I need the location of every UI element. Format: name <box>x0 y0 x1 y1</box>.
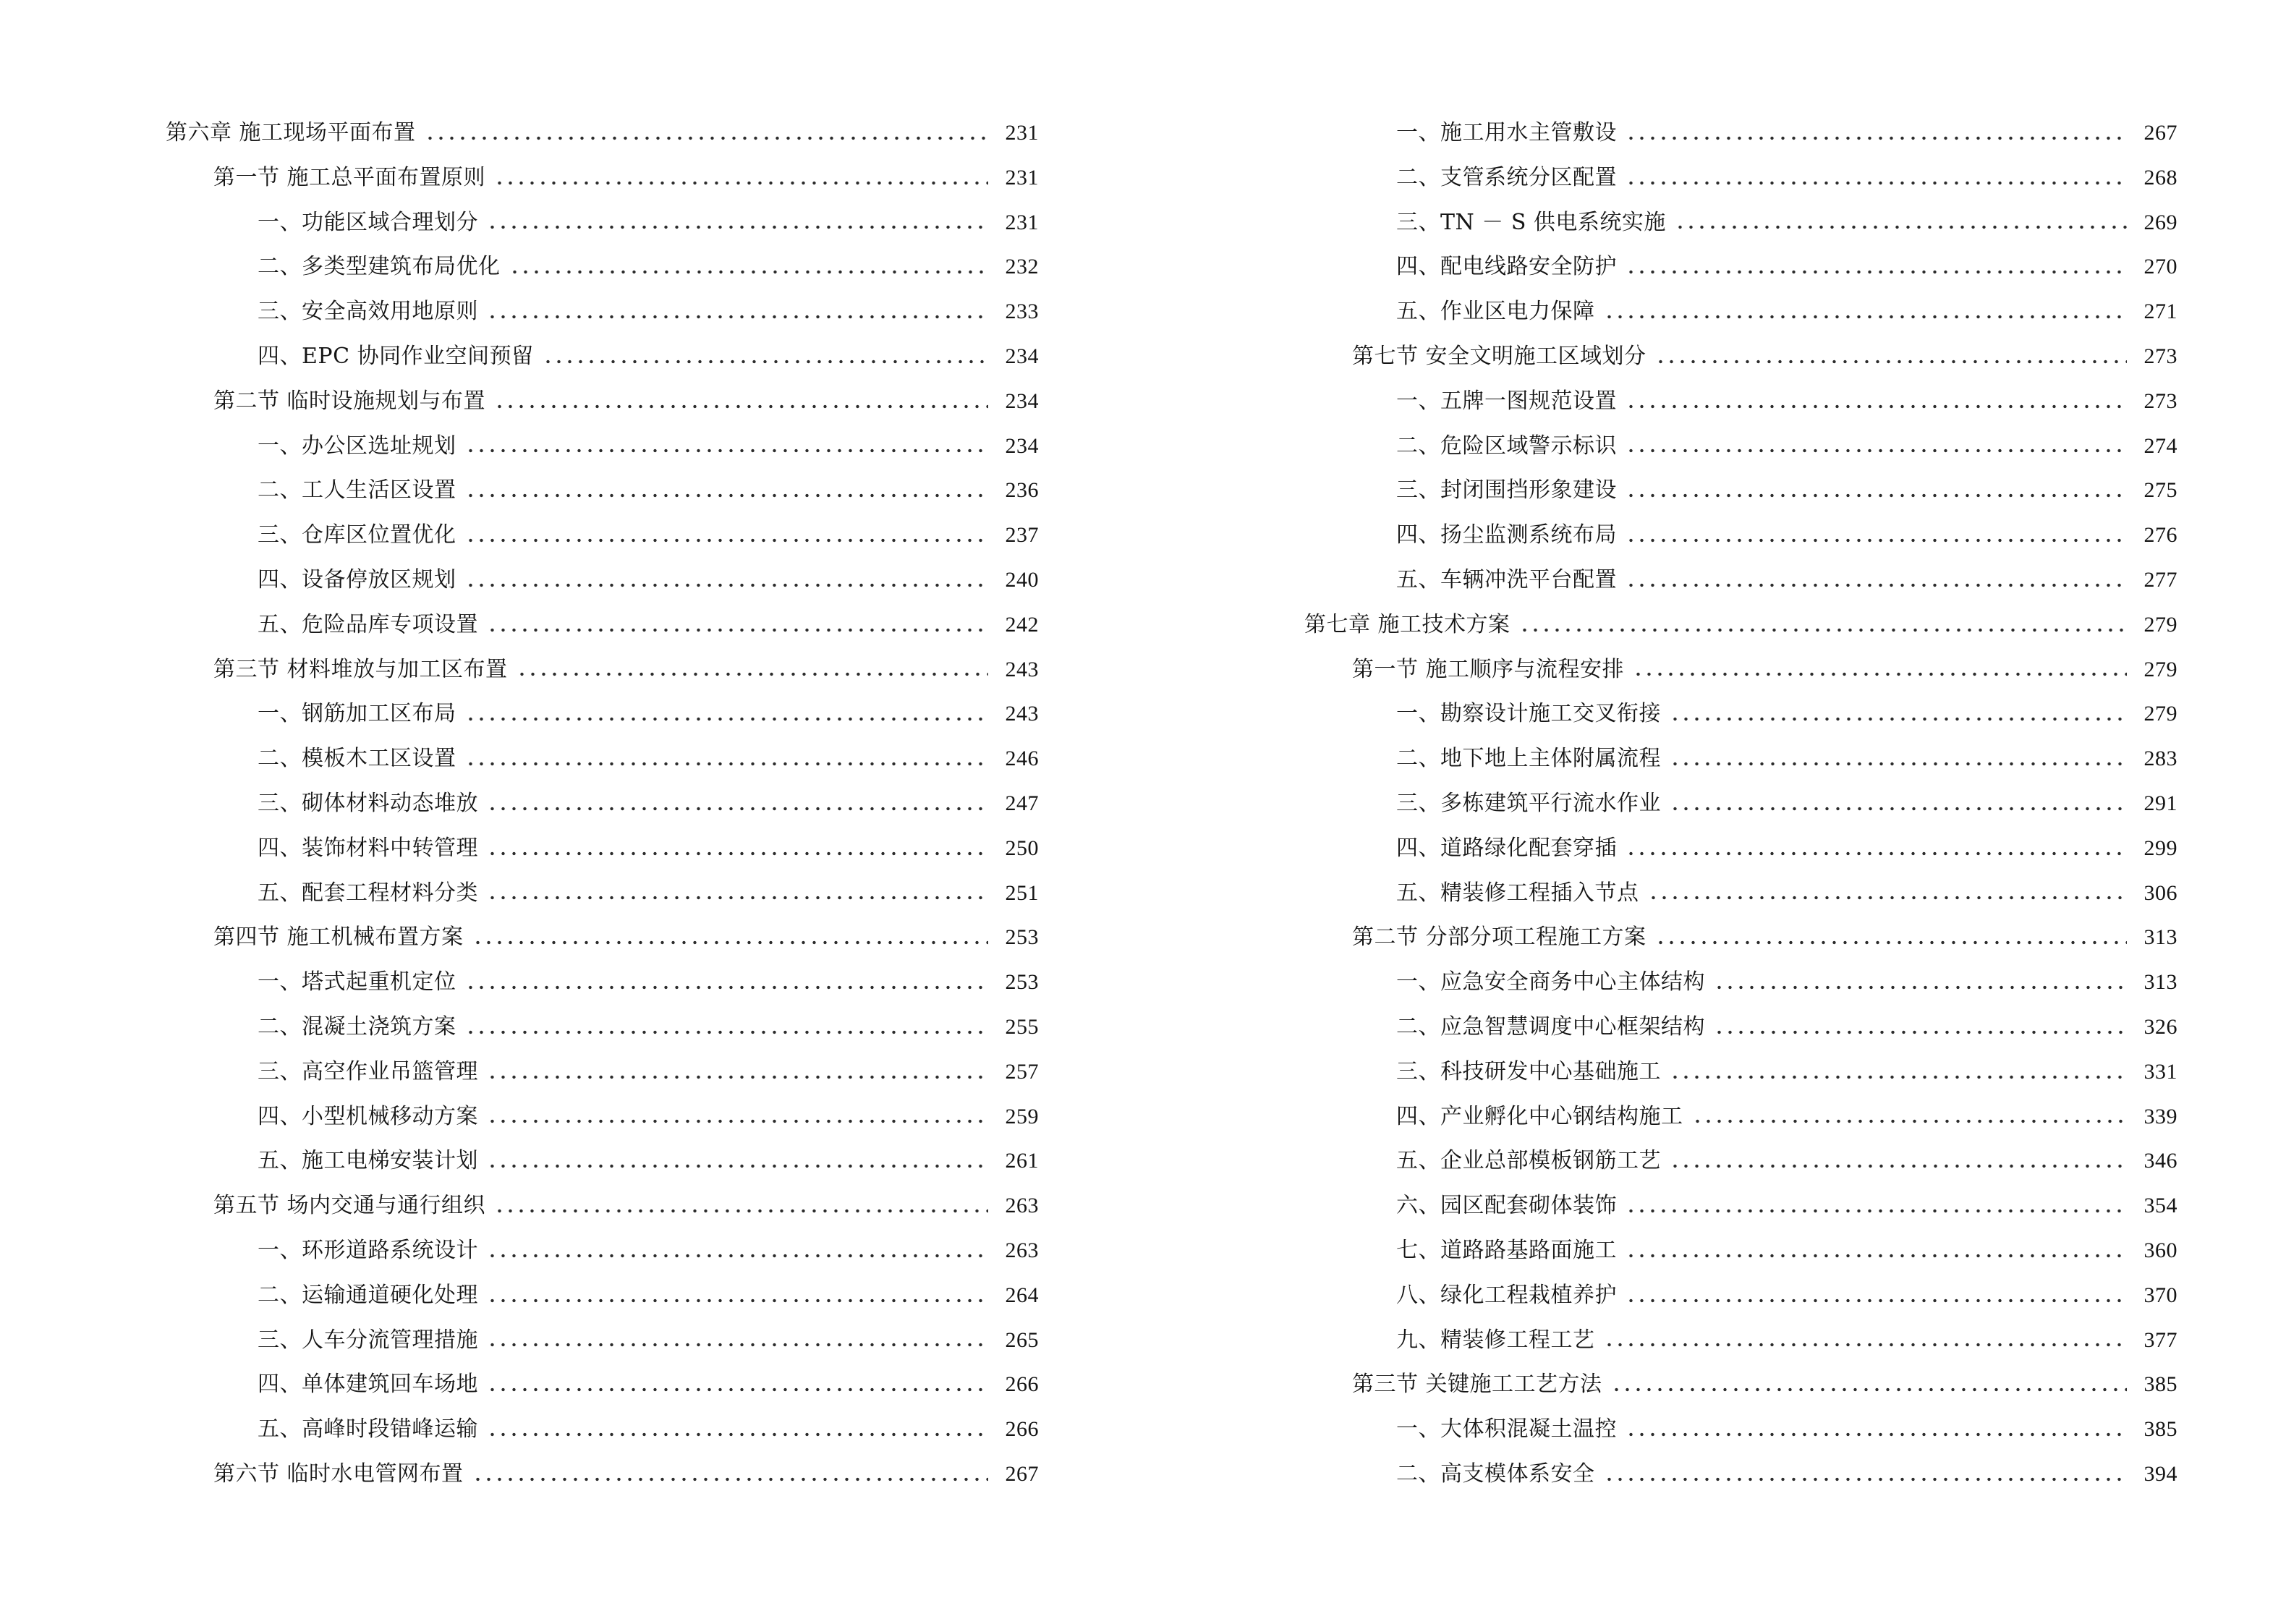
toc-item-title: 四、设备停放区规划 <box>258 566 456 592</box>
toc-item-entry <box>1304 1050 2177 1094</box>
dot-leader <box>1604 315 2127 319</box>
page-number: 313 <box>2143 970 2177 995</box>
page-number: 279 <box>2143 657 2177 681</box>
toc-item-entry <box>1304 1228 2177 1273</box>
dot-leader <box>1670 807 2127 811</box>
toc-item-entry <box>1304 289 2177 334</box>
dot-leader <box>1604 1477 2127 1481</box>
toc-item-entry <box>166 603 1039 647</box>
toc-section-title: 第四节 施工机械布置方案 <box>213 924 464 951</box>
dot-leader <box>1714 1030 2127 1034</box>
toc-item-title: 四、小型机械移动方案 <box>258 1103 478 1129</box>
toc-item-title: 一、五牌一图规范设置 <box>1396 388 1617 414</box>
toc-item-title: 三、安全高效用地原则 <box>258 299 478 325</box>
toc-item-entry <box>166 468 1039 513</box>
toc-item-title: 一、塔式起重机定位 <box>258 969 456 995</box>
page-number: 274 <box>2143 433 2177 458</box>
toc-section-entry <box>1304 334 2177 379</box>
dot-leader <box>465 448 988 453</box>
toc-item-title: 二、应急智慧调度中心框架结构 <box>1396 1013 1705 1040</box>
page-number: 263 <box>1005 1194 1039 1218</box>
dot-leader <box>1626 1254 2127 1258</box>
toc-item-entry <box>1304 156 2177 200</box>
toc-item-entry <box>1304 826 2177 871</box>
toc-section-title: 第三节 关键施工工艺方法 <box>1352 1372 1602 1398</box>
toc-item-title: 四、单体建筑回车场地 <box>258 1372 478 1398</box>
page-number: 253 <box>1005 925 1039 950</box>
toc-section-entry <box>1304 1362 2177 1407</box>
toc-item-entry <box>1304 111 2177 156</box>
dot-leader <box>1626 1298 2127 1303</box>
dot-leader <box>509 270 988 274</box>
page-number: 259 <box>1005 1104 1039 1128</box>
page-number: 377 <box>2143 1327 2177 1352</box>
toc-section-entry <box>1304 915 2177 960</box>
toc-item-title: 四、扬尘监测系统布局 <box>1396 522 1617 548</box>
toc-item-title: 一、环形道路系统设计 <box>258 1237 478 1263</box>
page-number: 263 <box>1005 1238 1039 1262</box>
toc-item-title: 三、TN － S 供电系统实施 <box>1396 209 1666 235</box>
dot-leader <box>465 762 988 766</box>
toc-item-entry <box>1304 781 2177 826</box>
page-number: 240 <box>1005 567 1039 592</box>
toc-item-title: 四、EPC 协同作业空间预留 <box>258 343 534 369</box>
toc-item-title: 三、砌体材料动态堆放 <box>258 790 478 816</box>
toc-item-title: 二、运输通道硬化处理 <box>258 1282 478 1308</box>
toc-item-entry <box>166 1050 1039 1094</box>
page-number: 243 <box>1005 702 1039 726</box>
toc-item-title: 五、施工电梯安装计划 <box>258 1148 478 1174</box>
toc-item-title: 三、高空作业吊篮管理 <box>258 1058 478 1084</box>
page-number: 276 <box>2143 523 2177 548</box>
page-number: 360 <box>2143 1238 2177 1262</box>
dot-leader <box>1655 360 2127 364</box>
dot-leader <box>1626 493 2127 498</box>
dot-leader <box>487 807 988 811</box>
dot-leader <box>494 404 987 409</box>
toc-item-entry <box>166 334 1039 379</box>
dot-leader <box>487 225 988 229</box>
dot-leader <box>1670 1075 2127 1079</box>
page-number: 385 <box>2143 1372 2177 1397</box>
toc-item-entry <box>1304 200 2177 245</box>
page-number: 236 <box>1005 478 1039 503</box>
toc-left-page <box>166 111 1039 1497</box>
dot-leader <box>1626 1209 2127 1213</box>
toc-item-entry <box>1304 424 2177 469</box>
dot-leader <box>517 672 988 676</box>
toc-item-title: 五、精装修工程插入节点 <box>1396 880 1639 906</box>
toc-item-title: 一、施工用水主管敷设 <box>1396 120 1617 145</box>
dot-leader <box>487 315 988 319</box>
toc-item-title: 五、企业总部模板钢筋工艺 <box>1396 1148 1661 1174</box>
toc-chapter-title: 第六章 施工现场平面布置 <box>166 120 416 145</box>
toc-item-title: 四、产业孵化中心钢结构施工 <box>1396 1103 1683 1129</box>
page-number: 242 <box>1005 612 1039 637</box>
toc-section-entry <box>166 156 1039 200</box>
toc-chapter-entry <box>1304 603 2177 647</box>
dot-leader <box>1626 270 2127 274</box>
toc-item-title: 五、车辆冲洗平台配置 <box>1396 566 1617 592</box>
dot-leader <box>543 360 988 364</box>
toc-section-title: 第二节 临时设施规划与布置 <box>213 388 486 414</box>
dot-leader <box>465 493 988 498</box>
page-number: 243 <box>1005 657 1039 681</box>
toc-item-entry <box>166 826 1039 871</box>
page-number: 273 <box>2143 344 2177 368</box>
dot-leader <box>1626 1432 2127 1437</box>
page-number: 266 <box>1005 1372 1039 1397</box>
page-number: 385 <box>2143 1417 2177 1442</box>
page-number: 270 <box>2143 255 2177 279</box>
toc-item-entry <box>1304 1183 2177 1228</box>
toc-item-title: 三、仓库区位置优化 <box>258 522 456 548</box>
toc-item-entry <box>1304 871 2177 916</box>
toc-section-title: 第二节 分部分项工程施工方案 <box>1352 924 1646 951</box>
page-number: 346 <box>2143 1149 2177 1173</box>
page-number: 231 <box>1005 210 1039 234</box>
toc-item-title: 一、应急安全商务中心主体结构 <box>1396 969 1705 995</box>
toc-item-entry <box>166 1005 1039 1050</box>
dot-leader <box>465 985 988 990</box>
dot-leader <box>1714 985 2127 990</box>
toc-section-title: 第一节 施工总平面布置原则 <box>213 164 486 190</box>
page-number: 273 <box>2143 388 2177 413</box>
toc-item-entry <box>166 736 1039 781</box>
dot-leader <box>425 136 988 140</box>
toc-section-entry <box>166 915 1039 960</box>
toc-item-title: 三、人车分流管理措施 <box>258 1327 478 1353</box>
toc-item-title: 六、园区配套砌体装饰 <box>1396 1193 1617 1219</box>
toc-item-entry <box>1304 692 2177 736</box>
dot-leader <box>1519 628 2127 632</box>
dot-leader <box>472 1477 988 1481</box>
dot-leader <box>487 1254 988 1258</box>
toc-section-title: 第五节 场内交通与通行组织 <box>213 1193 486 1219</box>
toc-item-entry <box>166 1362 1039 1407</box>
page-number: 299 <box>2143 836 2177 860</box>
dot-leader <box>487 1387 988 1392</box>
toc-item-title: 五、作业区电力保障 <box>1396 299 1595 325</box>
toc-right-page <box>1304 111 2177 1497</box>
page-number: 234 <box>1005 433 1039 458</box>
toc-chapter-title: 第七章 施工技术方案 <box>1304 611 1510 637</box>
toc-item-title: 二、工人生活区设置 <box>258 477 456 503</box>
toc-item-title: 一、办公区选址规划 <box>258 433 456 459</box>
toc-item-entry <box>166 245 1039 289</box>
page-number: 261 <box>1005 1149 1039 1173</box>
toc-item-entry <box>1304 1407 2177 1452</box>
toc-item-entry <box>1304 1005 2177 1050</box>
page-number: 269 <box>2143 210 2177 234</box>
page-number: 251 <box>1005 880 1039 905</box>
toc-item-entry <box>1304 1452 2177 1497</box>
page-number: 246 <box>1005 747 1039 771</box>
page-number: 306 <box>2143 880 2177 905</box>
toc-item-title: 二、模板木工区设置 <box>258 746 456 772</box>
dot-leader <box>1670 762 2127 766</box>
dot-leader <box>465 583 988 587</box>
toc-item-entry <box>166 1228 1039 1273</box>
dot-leader <box>1611 1387 2127 1392</box>
dot-leader <box>1604 1343 2127 1347</box>
toc-item-entry <box>1304 1094 2177 1139</box>
page-number: 253 <box>1005 970 1039 995</box>
toc-section-title: 第七节 安全文明施工区域划分 <box>1352 343 1646 369</box>
dot-leader <box>1670 1164 2127 1168</box>
toc-item-title: 一、大体积混凝土温控 <box>1396 1416 1617 1442</box>
page-number: 255 <box>1005 1014 1039 1039</box>
toc-item-entry <box>1304 1273 2177 1318</box>
dot-leader <box>494 181 987 185</box>
dot-leader <box>1633 672 2126 676</box>
toc-section-entry <box>166 1452 1039 1497</box>
toc-section-title: 第一节 施工顺序与流程安排 <box>1352 656 1625 682</box>
toc-item-entry <box>166 558 1039 603</box>
toc-item-entry <box>1304 558 2177 603</box>
page-number: 237 <box>1005 523 1039 548</box>
toc-item-title: 三、封闭围挡形象建设 <box>1396 477 1617 503</box>
toc-item-entry <box>166 1318 1039 1363</box>
dot-leader <box>1626 404 2127 409</box>
toc-item-title: 一、功能区域合理划分 <box>258 209 478 235</box>
page-number: 267 <box>1005 1461 1039 1486</box>
toc-item-entry <box>1304 468 2177 513</box>
dot-leader <box>1692 1119 2127 1123</box>
page-number: 265 <box>1005 1327 1039 1352</box>
page-number: 283 <box>2143 747 2177 771</box>
dot-leader <box>1675 225 2127 229</box>
dot-leader <box>1626 448 2127 453</box>
toc-item-entry <box>166 871 1039 916</box>
dot-leader <box>472 940 988 945</box>
page-number: 233 <box>1005 299 1039 324</box>
page-number: 266 <box>1005 1417 1039 1442</box>
page-number: 268 <box>2143 165 2177 190</box>
page-number: 250 <box>1005 836 1039 860</box>
page-number: 231 <box>1005 165 1039 190</box>
toc-section-entry <box>1304 647 2177 692</box>
toc-item-title: 八、绿化工程栽植养护 <box>1396 1282 1617 1308</box>
toc-item-title: 五、配套工程材料分类 <box>258 880 478 906</box>
toc-item-title: 二、地下地上主体附属流程 <box>1396 746 1661 772</box>
toc-item-entry <box>166 1407 1039 1452</box>
toc-item-title: 二、混凝土浇筑方案 <box>258 1013 456 1040</box>
toc-item-title: 二、支管系统分区配置 <box>1396 164 1617 190</box>
page-number: 331 <box>2143 1059 2177 1084</box>
toc-item-title: 四、装饰材料中转管理 <box>258 835 478 861</box>
dot-leader <box>1655 940 2127 945</box>
toc-item-title: 九、精装修工程工艺 <box>1396 1327 1595 1353</box>
dot-leader <box>494 1209 987 1213</box>
toc-item-entry <box>166 424 1039 469</box>
page-number: 279 <box>2143 612 2177 637</box>
toc-section-entry <box>166 1183 1039 1228</box>
toc-item-title: 四、道路绿化配套穿插 <box>1396 835 1617 861</box>
page-number: 326 <box>2143 1014 2177 1039</box>
toc-item-title: 一、勘察设计施工交叉衔接 <box>1396 701 1661 727</box>
page-number: 339 <box>2143 1104 2177 1128</box>
page-number: 232 <box>1005 255 1039 279</box>
page-number: 394 <box>2143 1461 2177 1486</box>
toc-item-entry <box>166 692 1039 736</box>
page-number: 267 <box>2143 121 2177 145</box>
page-number: 257 <box>1005 1059 1039 1084</box>
toc-item-title: 五、危险品库专项设置 <box>258 611 478 637</box>
toc-item-entry <box>166 781 1039 826</box>
dot-leader <box>487 1075 988 1079</box>
toc-item-title: 五、高峰时段错峰运输 <box>258 1416 478 1442</box>
dot-leader <box>487 851 988 856</box>
page-number: 354 <box>2143 1194 2177 1218</box>
page-number: 277 <box>2143 567 2177 592</box>
page-number: 247 <box>1005 791 1039 815</box>
toc-item-title: 二、危险区域警示标识 <box>1396 433 1617 459</box>
toc-item-entry <box>1304 1318 2177 1363</box>
toc-item-entry <box>166 1273 1039 1318</box>
toc-item-entry <box>1304 513 2177 558</box>
dot-leader <box>487 1432 988 1437</box>
dot-leader <box>487 1298 988 1303</box>
dot-leader <box>465 717 988 721</box>
toc-item-entry <box>1304 1139 2177 1183</box>
dot-leader <box>1626 851 2127 856</box>
toc-item-entry <box>166 1094 1039 1139</box>
toc-section-entry <box>166 647 1039 692</box>
dot-leader <box>1648 896 2127 900</box>
toc-item-title: 七、道路路基路面施工 <box>1396 1237 1617 1263</box>
toc-item-title: 四、配电线路安全防护 <box>1396 254 1617 280</box>
dot-leader <box>487 1119 988 1123</box>
dot-leader <box>487 628 988 632</box>
dot-leader <box>487 1164 988 1168</box>
toc-section-title: 第三节 材料堆放与加工区布置 <box>213 656 508 682</box>
page-number: 313 <box>2143 925 2177 950</box>
toc-item-title: 二、多类型建筑布局优化 <box>258 254 501 280</box>
page-number: 234 <box>1005 344 1039 368</box>
dot-leader <box>1626 181 2127 185</box>
dot-leader <box>1626 136 2127 140</box>
toc-item-title: 三、多栋建筑平行流水作业 <box>1396 790 1661 816</box>
page-number: 279 <box>2143 702 2177 726</box>
toc-item-title: 三、科技研发中心基础施工 <box>1396 1058 1661 1084</box>
dot-leader <box>487 1343 988 1347</box>
toc-item-entry <box>166 1139 1039 1183</box>
dot-leader <box>1670 717 2127 721</box>
page-number: 231 <box>1005 121 1039 145</box>
toc-item-entry <box>1304 736 2177 781</box>
page-number: 271 <box>2143 299 2177 324</box>
dot-leader <box>465 1030 988 1034</box>
toc-chapter-entry <box>166 111 1039 156</box>
toc-item-entry <box>166 200 1039 245</box>
page-number: 291 <box>2143 791 2177 815</box>
toc-item-entry <box>166 513 1039 558</box>
page-number: 370 <box>2143 1283 2177 1307</box>
toc-item-entry <box>166 289 1039 334</box>
dot-leader <box>1626 538 2127 543</box>
toc-item-entry <box>1304 379 2177 424</box>
toc-section-entry <box>166 379 1039 424</box>
toc-item-entry <box>1304 960 2177 1005</box>
page-number: 275 <box>2143 478 2177 503</box>
dot-leader <box>487 896 988 900</box>
toc-item-title: 二、高支模体系安全 <box>1396 1461 1595 1487</box>
toc-item-title: 一、钢筋加工区布局 <box>258 701 456 727</box>
toc-item-entry <box>166 960 1039 1005</box>
page-number: 264 <box>1005 1283 1039 1307</box>
page-number: 234 <box>1005 388 1039 413</box>
toc-section-title: 第六节 临时水电管网布置 <box>213 1461 464 1487</box>
dot-leader <box>1626 583 2127 587</box>
dot-leader <box>465 538 988 543</box>
toc-item-entry <box>1304 245 2177 289</box>
